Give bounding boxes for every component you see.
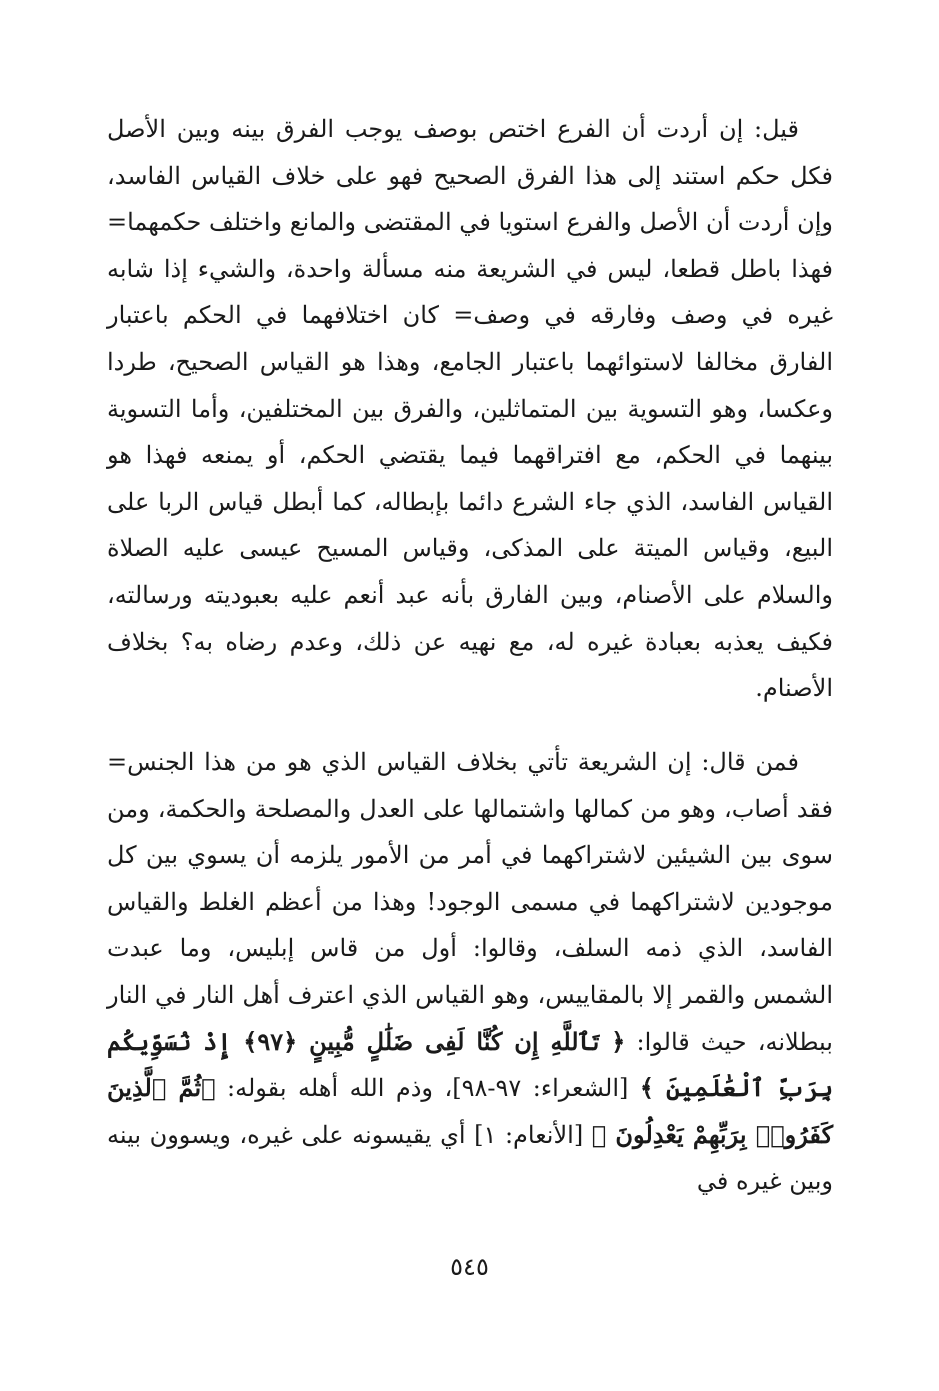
quran-verse-1: ﴿ تَٱللَّهِ إِن كُنَّا لَفِى ضَلَٰلٍ مُّبِينٍ ﴿٩٧﴾ إِذْ نُسَوِّيكُم بِرَبِّ ٱلْعَٰلَمِينَ ﴾ [107,1026,834,1103]
paragraph-2-text-b: ، وذم الله أهله بقوله: [215,1074,453,1103]
citation-1: [الشعراء: ٩٧-٩٨] [452,1074,640,1103]
citation-2: [الأنعام: ١] [474,1120,592,1149]
paragraph-2 [107,739,833,1205]
page-number: ٥٤٥ [450,1253,489,1281]
paragraph-1: قيل: إن أردت أن الفرع اختص بوصف يوجب الفرق بينه وبين الأصل فكل حكم استند إلى هذا الفرق الصحيح فهو على خلاف القياس الفاسد، وإن أردت أن الأصل والفرع استويا في المقتضى والمانع واختلف حكمهما= فهذا باطل قطعا، ليس في الشريعة منه مسألة واحدة، والشيء إذا شابه غيره في وصف وفارقه في وصف= كان اختلافهما في الحكم باعتبار الفارق مخالفا لاستوائهما باعتبار الجامع، وهذا هو القياس الصحيح، طردا وعكسا، وهو التسوية بين المتماثلين، والفرق بين المختلفين، وأما التسوية بينهما في الحكم، مع افتراقهما فيما يقتضي الحكم، أو يمنعه فهذا هو القياس الفاسد، الذي جاء الشرع دائما بإبطاله، كما أبطل قياس الربا على البيع، وقياس الميتة على المذكى، وقياس المسيح عيسى عليه الصلاة والسلام على الأصنام، وبين الفارق بأنه عبد أنعم عليه بعبوديته ورسالته، فكيف يعذبه بعبادة غيره له، مع نهيه عن ذلك، وعدم رضاه به؟ بخلاف الأصنام. [107,115,833,703]
quran-verse-2: ﴿ثُمَّ ٱلَّذِينَ كَفَرُوا۟ بِرَبِّهِمْ يَعْدِلُونَ ﴾ [107,1073,833,1149]
paragraph-2-text-a: فمن قال: إن الشريعة تأتي بخلاف القياس الذي هو من هذا الجنس= فقد أصاب، وهو من كمالها واشتمالها على العدل والمصلحة والحكمة، ومن سوى بين الشيئين لاشتراكهما في أمر من الأمور يلزمه أن يسوي بين كل موجودين لاشتراكهما في مسمى الوجود! وهذا من أعظم الغلط والقياس الفاسد، الذي ذمه السلف، وقالوا: أول من قاس إبليس، وما عبدت الشمس والقمر إلا بالمقاييس، وهو القياس الذي اعترف أهل النار في النار ببطلانه، حيث قالوا: [107,748,833,1056]
paragraph-2-text-c: أي يقيسونه على غيره، ويسوون بينه وبين غيره في [107,1120,833,1196]
